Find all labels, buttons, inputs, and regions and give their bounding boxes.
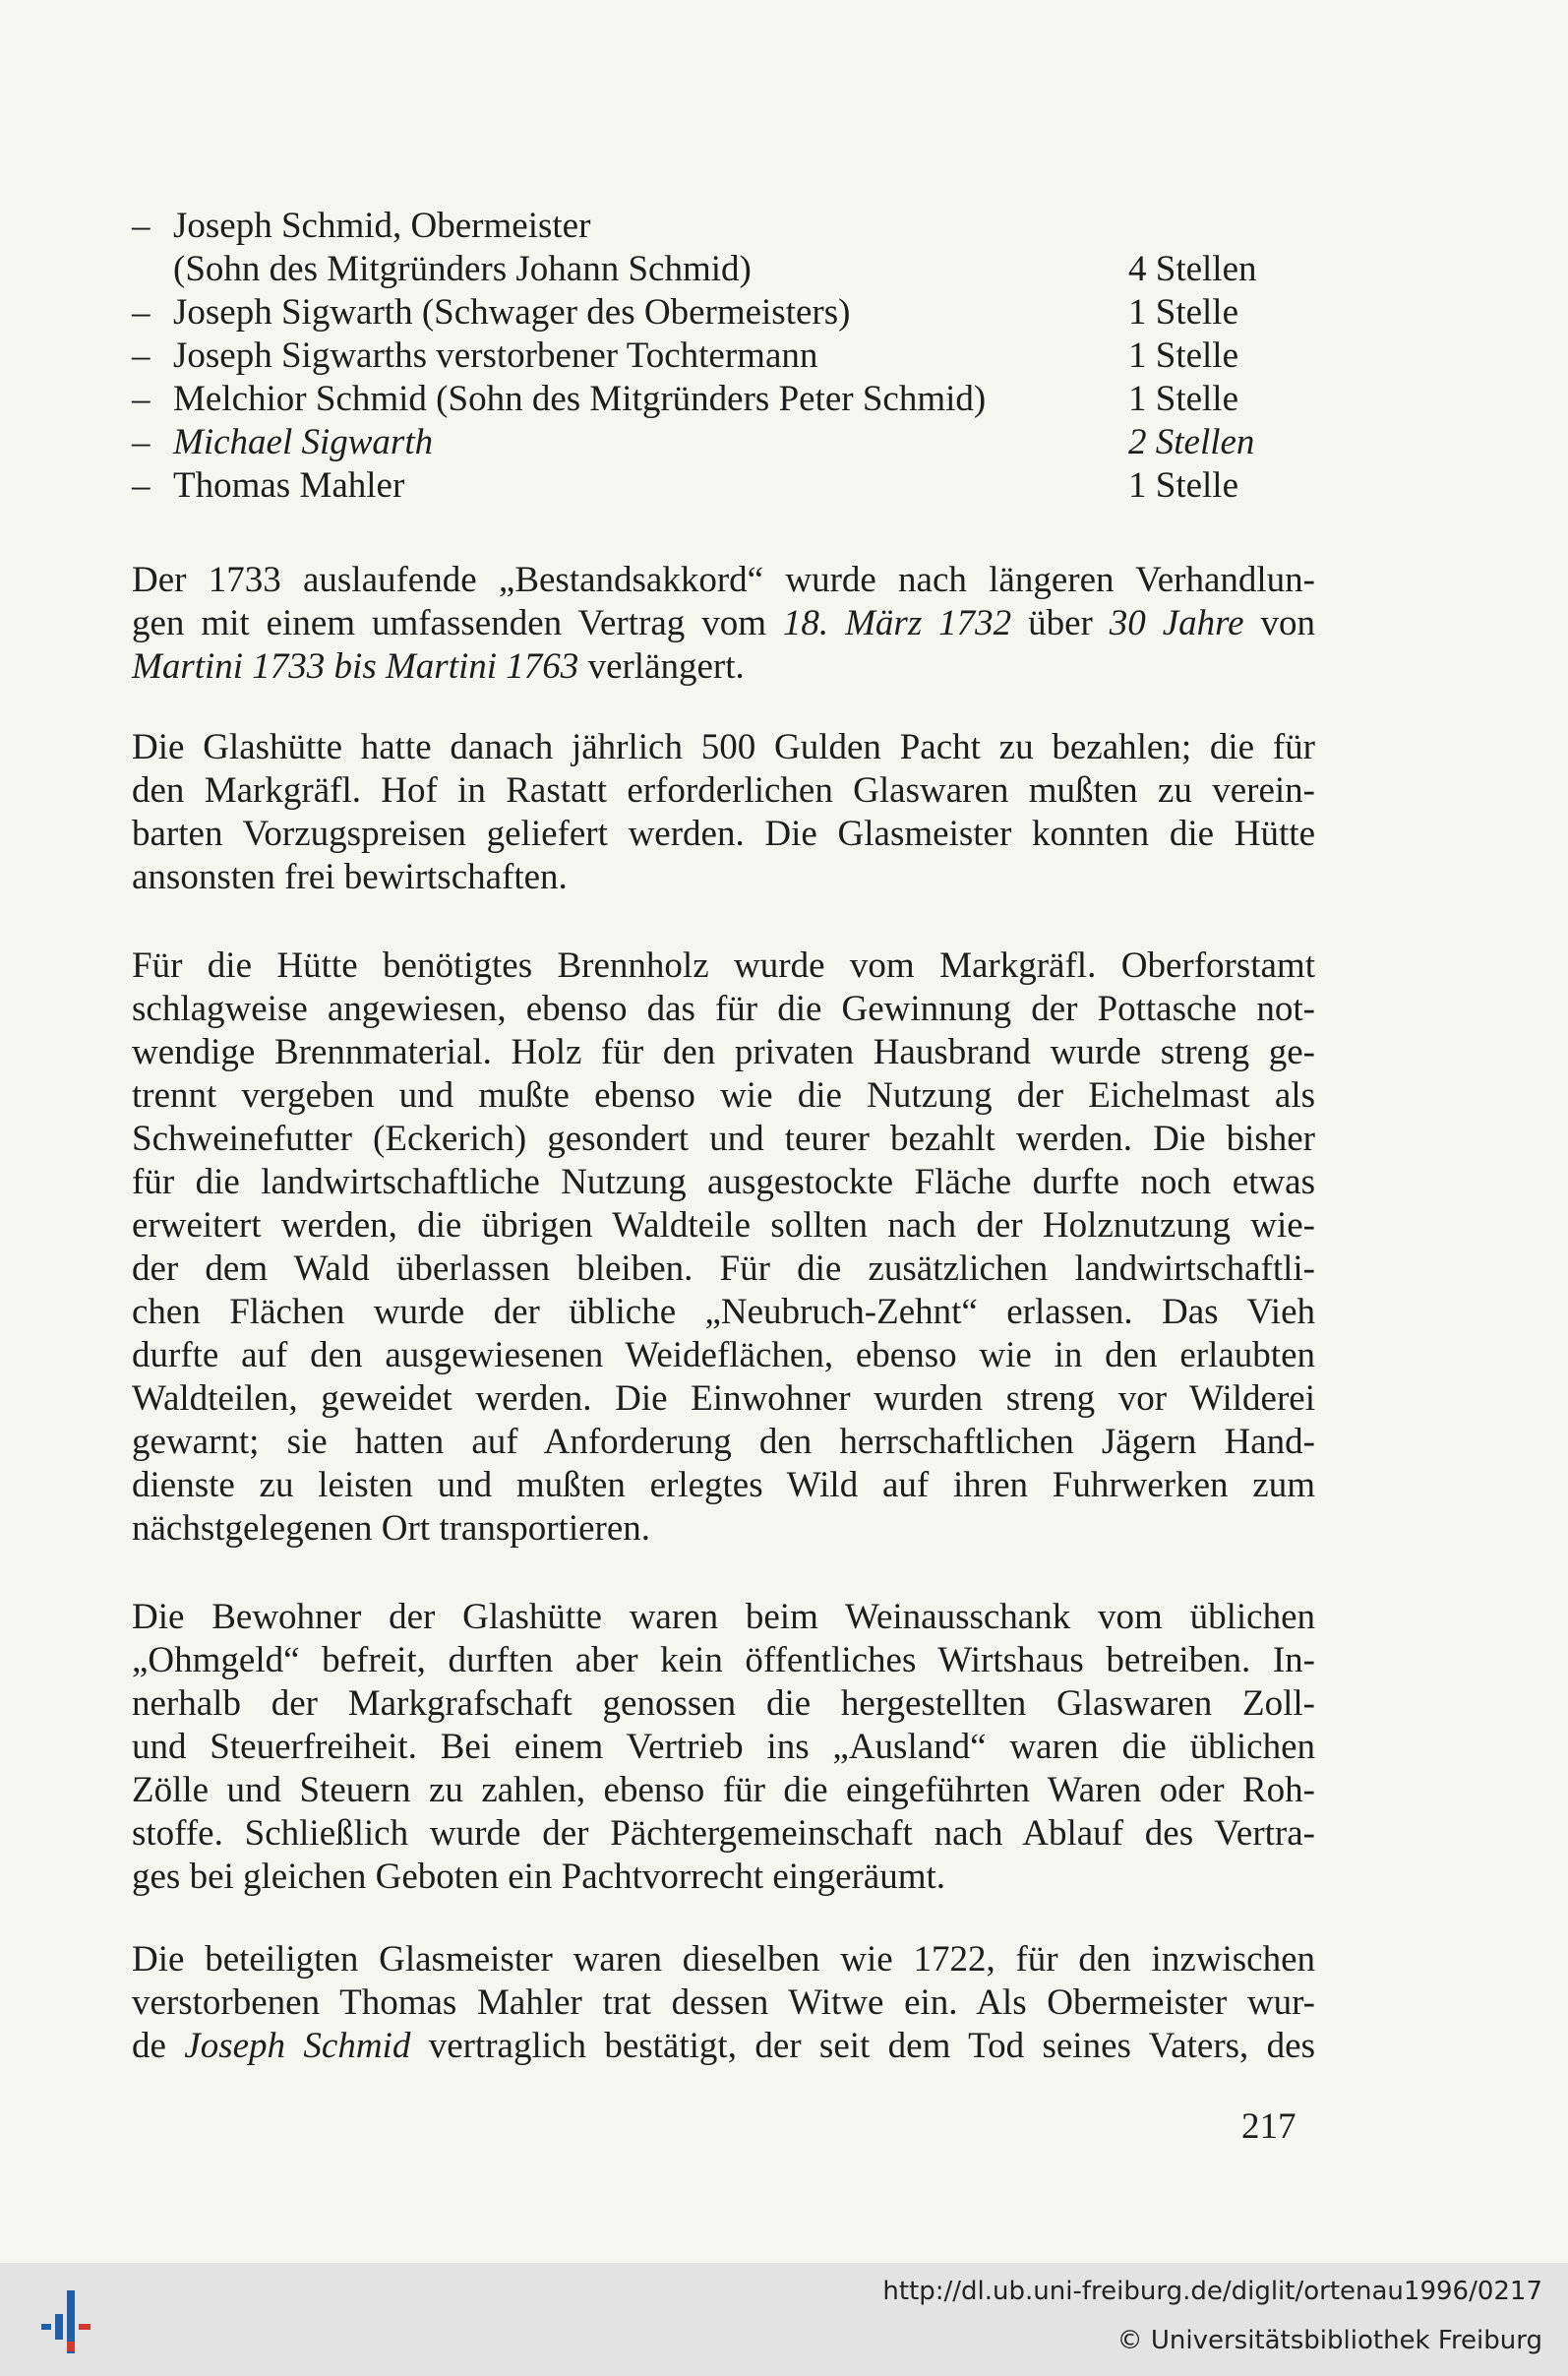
list-dash: – bbox=[132, 292, 151, 333]
list-item bbox=[132, 421, 1312, 464]
list-item bbox=[132, 335, 1312, 378]
library-footer bbox=[0, 2263, 1568, 2376]
text-line: erweitert werden, die übrigen Waldteile sollten nach der Holznutzung wie- bbox=[132, 1205, 1315, 1246]
list-count: 1 Stelle bbox=[1128, 379, 1239, 419]
text-line: gen mit einem umfassenden Vertrag vom 18. März 1732 über 30 Jahre von bbox=[132, 603, 1316, 643]
text-line: Für die Hütte benötigtes Brennholz wurde vom Markgräfl. Oberforstamt bbox=[132, 945, 1315, 986]
text-line: dienste zu leisten und mußten erlegtes Wild auf ihren Fuhrwerken zum bbox=[132, 1465, 1315, 1505]
text-line: nächstgelegenen Ort transportieren. bbox=[132, 1508, 651, 1549]
paragraph-firewood bbox=[132, 944, 1315, 1551]
page-number: 217 bbox=[1241, 2106, 1297, 2147]
text-line: chen Flächen wurde der übliche „Neubruch-Zehnt“ erlassen. Das Vieh bbox=[132, 1292, 1315, 1332]
list-name: (Sohn des Mitgründers Johann Schmid) bbox=[173, 249, 752, 289]
text-line: der dem Wald überlassen bleiben. Für die zusätzlichen landwirtschaftli- bbox=[132, 1249, 1315, 1289]
list-item bbox=[132, 291, 1312, 335]
glassmaster-list bbox=[132, 205, 1312, 508]
list-name: Joseph Sigwarths verstorbener Tochtermann bbox=[173, 335, 818, 376]
list-count: 1 Stelle bbox=[1128, 465, 1239, 506]
list-name: Michael Sigwarth bbox=[173, 422, 434, 462]
list-dash: – bbox=[132, 379, 151, 419]
list-name: Melchior Schmid (Sohn des Mitgründers Peter Schmid) bbox=[173, 379, 987, 419]
text-line: Martini 1733 bis Martini 1763 verlängert. bbox=[132, 646, 745, 687]
list-name: Joseph Schmid, Obermeister bbox=[173, 206, 591, 246]
paragraph-glassmasters bbox=[132, 1938, 1315, 2068]
list-count: 4 Stellen bbox=[1128, 249, 1257, 289]
text-line: barten Vorzugspreisen geliefert werden. Die Glasmeister konnten die Hütte bbox=[132, 814, 1315, 854]
text-line: gewarnt; sie hatten auf Anforderung den herrschaftlichen Jägern Hand- bbox=[132, 1422, 1315, 1462]
text-line: Der 1733 auslaufende „Bestandsakkord“ wurde nach längeren Verhandlun- bbox=[132, 560, 1315, 600]
text-line: de Joseph Schmid vertraglich bestätigt, der seit dem Tod seines Vaters, des bbox=[132, 2026, 1315, 2066]
list-count: 1 Stelle bbox=[1128, 292, 1239, 333]
paragraph-taxes bbox=[132, 1596, 1315, 1899]
paragraph-lease bbox=[132, 726, 1315, 899]
list-name: Joseph Sigwarth (Schwager des Obermeisters) bbox=[173, 292, 851, 333]
text-line: Schweinefutter (Eckerich) gesondert und teurer bezahlt werden. Die bisher bbox=[132, 1119, 1315, 1159]
text-line: und Steuerfreiheit. Bei einem Vertrieb ins „Ausland“ waren die üblichen bbox=[132, 1727, 1315, 1767]
list-count: 1 Stelle bbox=[1128, 335, 1239, 376]
text-line: wendige Brennmaterial. Holz für den privaten Hausbrand wurde streng ge- bbox=[132, 1032, 1315, 1072]
text-line: Die beteiligten Glasmeister waren dieselben wie 1722, für den inzwischen bbox=[132, 1939, 1315, 1980]
paragraph-contract bbox=[132, 559, 1315, 689]
list-item bbox=[132, 248, 1312, 291]
text-line: trennt vergeben und mußte ebenso wie die Nutzung der Eichelmast als bbox=[132, 1075, 1315, 1116]
list-dash: – bbox=[132, 335, 151, 376]
text-line: Waldteilen, geweidet werden. Die Einwohner wurden streng vor Wilderei bbox=[132, 1378, 1315, 1419]
list-count: 2 Stellen bbox=[1128, 422, 1255, 462]
list-dash: – bbox=[132, 422, 151, 462]
text-line: durfte auf den ausgewiesenen Weideflächen, ebenso wie in den erlaubten bbox=[132, 1335, 1315, 1375]
copyright-notice: © Universitätsbibliothek Freiburg bbox=[1116, 2326, 1542, 2355]
list-name: Thomas Mahler bbox=[173, 465, 405, 506]
list-item bbox=[132, 205, 1312, 248]
list-dash: – bbox=[132, 465, 151, 506]
text-line: „Ohmgeld“ befreit, durften aber kein öffentliches Wirtshaus betreiben. In- bbox=[132, 1640, 1315, 1680]
text-line: Die Bewohner der Glashütte waren beim Weinausschank vom üblichen bbox=[132, 1597, 1315, 1637]
text-line: stoffe. Schließlich wurde der Pächtergemeinschaft nach Ablauf des Vertra- bbox=[132, 1813, 1315, 1854]
text-line: verstorbenen Thomas Mahler trat dessen Witwe ein. Als Obermeister wur- bbox=[132, 1982, 1315, 2023]
source-url[interactable]: http://dl.ub.uni-freiburg.de/diglit/ortenau1996/0217 bbox=[882, 2277, 1542, 2306]
list-item bbox=[132, 464, 1312, 508]
text-line: Die Glashütte hatte danach jährlich 500 Gulden Pacht zu bezahlen; die für bbox=[132, 727, 1315, 767]
text-line: ansonsten frei bewirtschaften. bbox=[132, 857, 568, 897]
list-item bbox=[132, 378, 1312, 421]
text-line: schlagweise angewiesen, ebenso das für die Gewinnung der Pottasche not- bbox=[132, 989, 1315, 1029]
text-line: Zölle und Steuern zu zahlen, ebenso für die eingeführten Waren oder Roh- bbox=[132, 1770, 1315, 1810]
text-line: für die landwirtschaftliche Nutzung ausgestockte Fläche durfte noch etwas bbox=[132, 1162, 1315, 1202]
text-line: den Markgräfl. Hof in Rastatt erforderlichen Glaswaren mußten zu verein- bbox=[132, 770, 1315, 811]
text-line: ges bei gleichen Geboten ein Pachtvorrecht eingeräumt. bbox=[132, 1857, 946, 1897]
list-dash: – bbox=[132, 206, 151, 246]
text-line: nerhalb der Markgrafschaft genossen die hergestellten Glaswaren Zoll- bbox=[132, 1683, 1315, 1724]
library-logo-icon bbox=[37, 2281, 96, 2359]
